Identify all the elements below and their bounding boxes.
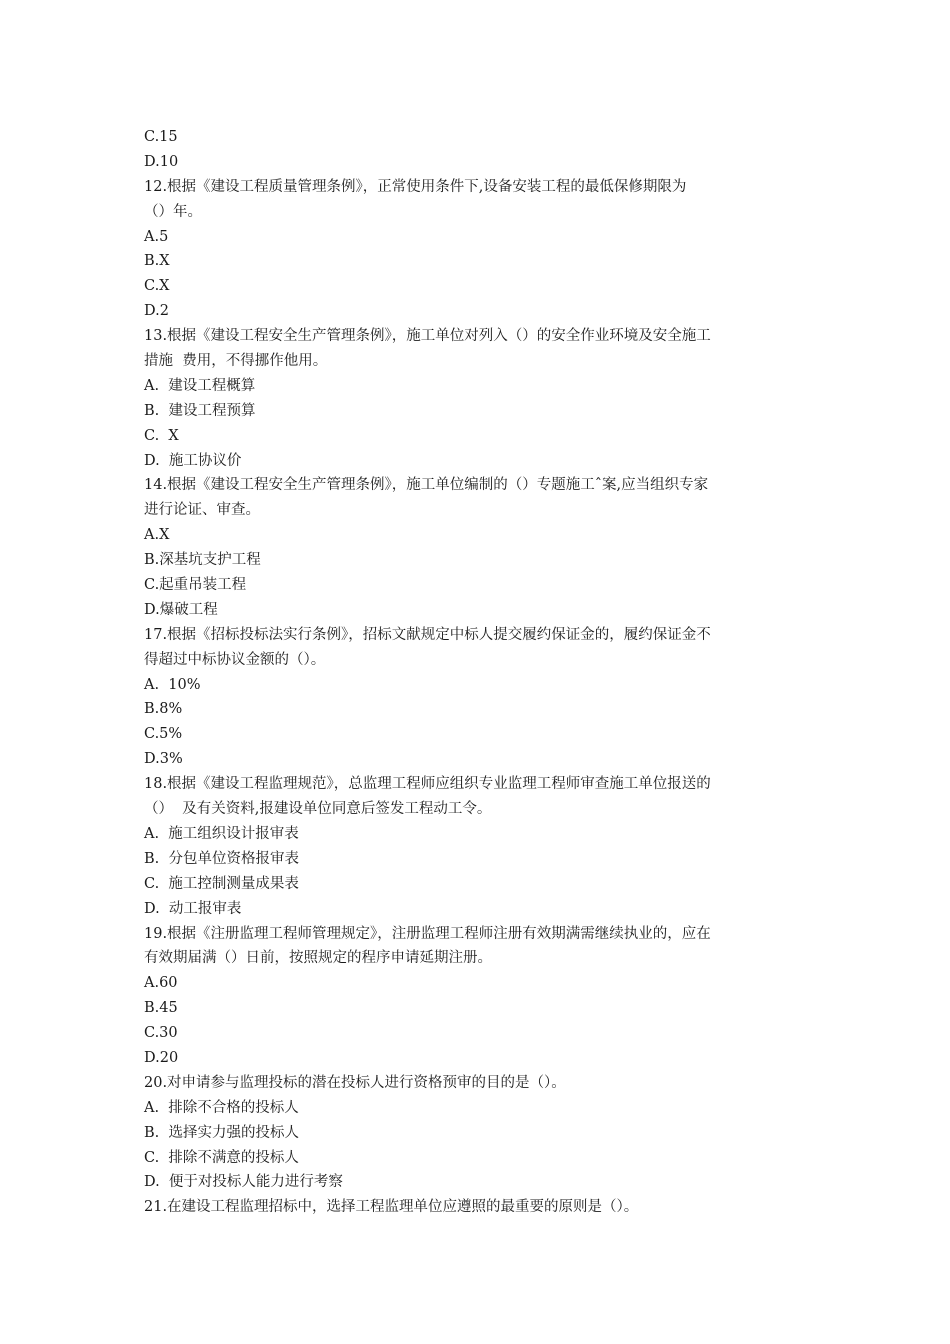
option-c-line: C.15 xyxy=(144,129,178,145)
question-18-option-c: C. 施工控制测量成果表 xyxy=(144,875,299,892)
question-19-text-cont: 有效期届满（）日前，按照规定的程序申请延期注册。 xyxy=(144,950,492,967)
question-17-text-cont: 得超过中标协议金额的（）。 xyxy=(144,651,326,668)
question-18-text-cont: （） 及有关资料,报建设单位同意后签发工程动工令。 xyxy=(144,801,492,818)
question-18-option-d: D. 动工报审表 xyxy=(144,900,242,917)
question-13-option-c: C. X xyxy=(144,427,179,444)
question-12-option-c: C.X xyxy=(144,278,170,295)
question-12-text-cont: （）年。 xyxy=(144,203,202,220)
question-14-text: 14.根据《建设工程安全生产管理条例》，施工单位编制的（）专题施工ˆ案,应当组织专家 xyxy=(144,477,709,494)
question-12-option-b: B.X xyxy=(144,253,170,270)
question-17-option-b: B.8% xyxy=(144,701,183,718)
question-20-option-a: A. 排除不合格的投标人 xyxy=(144,1099,299,1116)
question-13-option-a: A. 建设工程概算 xyxy=(144,377,256,394)
question-20-option-c: C. 排除不满意的投标人 xyxy=(144,1149,299,1166)
question-17-option-c: C.5% xyxy=(144,726,183,743)
option-d-line: D.10 xyxy=(144,153,179,170)
question-19-option-a: A.60 xyxy=(144,975,178,992)
document-page xyxy=(144,125,810,1220)
question-14-text-cont: 进行论证、审查。 xyxy=(144,502,260,519)
question-18-text: 18.根据《建设工程监理规范》，总监理工程师应组织专业监理工程师审查施工单位报送的 xyxy=(144,776,711,793)
question-19-option-c: C.30 xyxy=(144,1025,178,1042)
question-13-option-d: D. 施工协议价 xyxy=(144,452,242,469)
question-14-option-a: A.X xyxy=(144,527,170,544)
question-14-option-c: C.起重吊装工程 xyxy=(144,577,247,594)
question-17-option-a: A. 10% xyxy=(144,676,201,693)
question-19-option-d: D.20 xyxy=(144,1049,179,1066)
question-21-text: 21.在建设工程监理招标中，选择工程监理单位应遵照的最重要的原则是（）。 xyxy=(144,1199,639,1216)
question-20-option-b: B. 选择实力强的投标人 xyxy=(144,1124,299,1141)
question-20-option-d: D. 便于对投标人能力进行考察 xyxy=(144,1174,343,1191)
question-18-option-a: A. 施工组织设计报审表 xyxy=(144,825,299,842)
question-14-option-d: D.爆破工程 xyxy=(144,601,218,618)
question-14-option-b: B.深基坑支护工程 xyxy=(144,552,261,569)
question-13-option-b: B. 建设工程预算 xyxy=(144,402,256,419)
question-12-option-a: A.5 xyxy=(144,228,169,245)
question-12-option-d: D.2 xyxy=(144,303,169,320)
question-20-text: 20.对申请参与监理投标的潜在投标人进行资格预审的目的是（）。 xyxy=(144,1074,566,1091)
question-13-text: 13.根据《建设工程安全生产管理条例》，施工单位对列入（）的安全作业环境及安全施工 xyxy=(144,328,711,345)
question-13-text-cont: 措施 费用，不得挪作他用。 xyxy=(144,353,328,370)
question-17-text: 17.根据《招标投标法实行条例》，招标文献规定中标人提交履约保证金的，履约保证金不 xyxy=(144,626,711,643)
question-12-text: 12.根据《建设工程质量管理条例》，正常使用条件下,设备安装工程的最低保修期限为 xyxy=(144,178,687,195)
question-19-text: 19.根据《注册监理工程师管理规定》，注册监理工程师注册有效期满需继续执业的，应在 xyxy=(144,925,711,942)
question-19-option-b: B.45 xyxy=(144,1000,178,1017)
question-18-option-b: B. 分包单位资格报审表 xyxy=(144,850,299,867)
question-17-option-d: D.3% xyxy=(144,751,183,768)
